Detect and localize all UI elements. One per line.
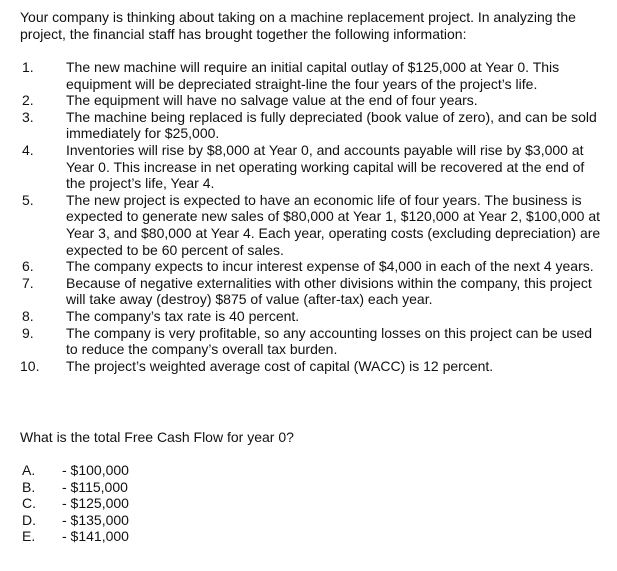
- option-value[interactable]: - $141,000: [62, 528, 129, 545]
- item-number: 6.: [22, 258, 34, 275]
- item-number: 2.: [22, 92, 34, 109]
- item-text: The new machine will require an initial capital outlay of $125,000 at Year 0. This equipment will be depreciated straight-line the four years of the project’s life.: [66, 59, 560, 92]
- item-text: Because of negative externalities with other divisions within the company, this project will take away (destroy) $875 of value (after-tax) each year.: [66, 274, 592, 308]
- list-item: [20, 59, 605, 92]
- list-item: [20, 142, 605, 192]
- option-value[interactable]: - $135,000: [62, 511, 129, 528]
- item-text: The company is very profitable, so any accounting losses on this project can be used to reduce the company’s overall tax burden.: [66, 324, 593, 358]
- answer-option-b[interactable]: [20, 479, 129, 496]
- item-text: The company expects to incur interest expense of $4,000 in each of the next 4 years.: [66, 258, 594, 275]
- option-letter: B.: [22, 478, 36, 495]
- item-number: 7.: [22, 274, 34, 291]
- list-item: [20, 358, 605, 375]
- list-item: [20, 192, 605, 258]
- item-text: The machine being replaced is fully depreciated (book value of zero), and can be sold immediately for $25,000.: [66, 108, 597, 142]
- option-letter: D.: [22, 511, 36, 528]
- list-item: [20, 275, 605, 308]
- item-number: 10.: [20, 357, 40, 374]
- intro-paragraph: Your company is thinking about taking on a machine replacement project. In analyzing the project, the financial staff has brought together the following information:: [20, 9, 576, 42]
- item-text: The project’s weighted average cost of capital (WACC) is 12 percent.: [66, 357, 494, 374]
- option-value[interactable]: - $125,000: [62, 495, 129, 512]
- answer-option-d[interactable]: [20, 512, 129, 529]
- list-item: [20, 308, 605, 325]
- item-number: 8.: [22, 307, 34, 324]
- item-number: 4.: [22, 141, 34, 158]
- list-item: [20, 109, 605, 142]
- item-text: The new project is expected to have an economic life of four years. The business is expected to generate new sales of $80,000 at Year 1, $120,000 at Year 2, $100,000 at Year 3, and $80,000 at Year 4. Each year, operating costs (excluding depreciation) are expected to be 60 percent of sales.: [66, 191, 601, 258]
- question-text: What is the total Free Cash Flow for year 0?: [20, 429, 294, 445]
- item-text: The equipment will have no salvage value at the end of four years.: [66, 92, 478, 109]
- option-value[interactable]: - $100,000: [62, 462, 129, 478]
- answer-option-c[interactable]: [20, 495, 129, 512]
- list-item: [20, 92, 605, 109]
- info-list: [20, 59, 605, 374]
- option-letter: A.: [22, 462, 36, 478]
- option-letter: C.: [22, 495, 36, 512]
- option-letter: E.: [22, 528, 36, 545]
- item-number: 3.: [22, 108, 34, 125]
- answer-options: [20, 462, 129, 545]
- list-item: [20, 325, 605, 358]
- list-item: [20, 258, 605, 275]
- item-text: The company’s tax rate is 40 percent.: [66, 307, 300, 324]
- item-number: 9.: [22, 324, 34, 341]
- item-number: 5.: [22, 191, 34, 208]
- answer-option-e[interactable]: [20, 528, 129, 545]
- item-number: 1.: [22, 59, 34, 75]
- option-value[interactable]: - $115,000: [62, 478, 128, 495]
- item-text: Inventories will rise by $8,000 at Year 0, and accounts payable will rise by $3,000 at Year 0. This increase in net operating working capital will be recovered at the end of the project’s life, Year 4.: [66, 141, 585, 192]
- answer-option-a[interactable]: [20, 462, 129, 479]
